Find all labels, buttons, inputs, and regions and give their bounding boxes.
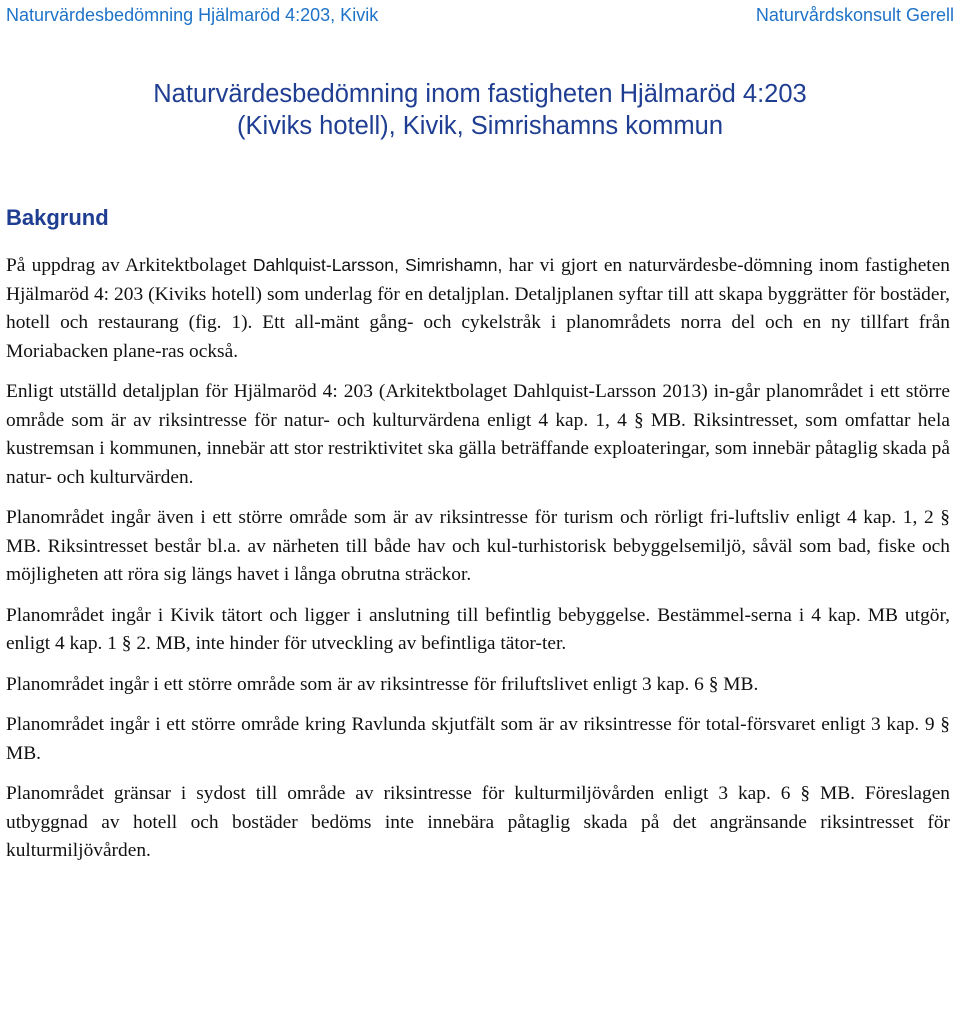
paragraph-1-start: På uppdrag av Arkitektbolaget [6,255,253,276]
paragraph-5: Planområdet ingår i ett större område som är av riksintresse för friluftslivet enligt 3 kap. 6 § MB. [6,673,759,695]
title-line-1: Naturvärdesbedömning inom fastigheten Hjälmaröd 4:203 [153,80,807,108]
paragraph-1 [6,251,950,366]
title-line-2: (Kiviks hotell), Kivik, Simrishamns kommun [236,112,724,140]
body-text [6,251,950,878]
paragraph-3: Planområdet ingår även i ett större område som är av riksintresse för turism och rörligt fri-luftsliv enligt 4 kap. 1, 2 § MB. Riksintresset består bl.a. av närheten till både hav och kul-turhistorisk bebyggelsemiljö, såväl som bad, fiske och möjligheten att röra sig längs havet i långa obrutna sträckor. [6,507,950,585]
paragraph-1-client: Dahlquist-Larsson, Simrishamn, [252,255,503,275]
header-author: Naturvårdskonsult Gerell [755,5,954,25]
paragraph-1-rest: har vi gjort en naturvärdesbe-dömning inom fastigheten Hjälmaröd 4: 203 (Kiviks hotell) som underlag för en detaljplan. Detaljplanen syftar till att skapa byggrätter för bostäder, hotell och restaurang (fig. 1). Ett all-mänt gång- och cykelstråk i planområdets norra del och en ny tillfart från Moriabacken plane-ras också. [6,255,950,362]
paragraph-6: Planområdet ingår i ett större område kring Ravlunda skjutfält som är av riksintresse för total-försvaret enligt 3 kap. 9 § MB. [6,714,950,764]
paragraph-4: Planområdet ingår i Kivik tätort och ligger i anslutning till befintlig bebyggelse. Bestämmel-serna i 4 kap. MB utgör, enligt 4 kap. 1 § 2. MB, inte hinder för utveckling av befintliga tätor-ter. [6,604,950,654]
page-header [6,4,954,26]
paragraph-7: Planområdet gränsar i sydost till område av riksintresse för kulturmiljövården enligt 3 kap. 6 § MB. Föreslagen utbyggnad av hotell och bostäder bedöms inte innebära påtaglig skada på det angränsande riksintresset för kulturmiljövården. [6,783,950,861]
paragraph-2: Enligt utställd detaljplan för Hjälmaröd 4: 203 (Arkitektbolaget Dahlquist-Larsson 2013) in-går planområdet i ett större område som är av riksintresse för natur- och kulturvärdena enligt 4 kap. 1, 4 § MB. Riksintresset, som omfattar hela kustremsan i kommunen, innebär att stor restriktivitet ska gälla beträffande exploateringar, som innebär påtaglig skada på natur- och kulturvärden. [6,381,950,488]
section-heading: Bakgrund [6,205,109,230]
document-title [0,78,960,142]
header-document-name: Naturvärdesbedömning Hjälmaröd 4:203, Kivik [6,5,379,25]
